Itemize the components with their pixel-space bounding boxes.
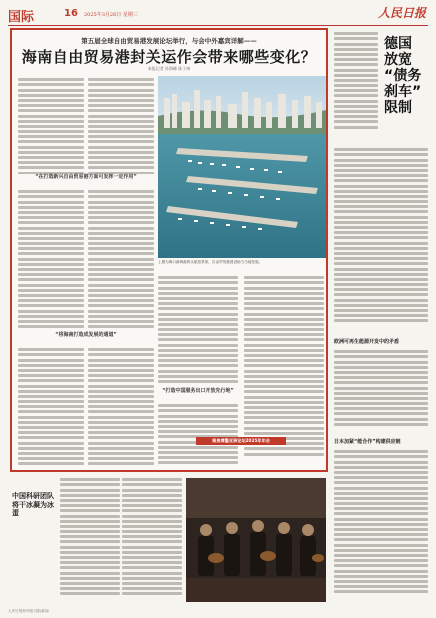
lead-col-2c bbox=[88, 346, 154, 468]
lead-col-1b bbox=[18, 188, 84, 328]
right-text-col-3 bbox=[334, 348, 428, 432]
section-name: 国际 bbox=[8, 10, 35, 25]
page-footer: 人民日报海外版 国际新闻 bbox=[8, 609, 49, 613]
lead-col-1c bbox=[18, 346, 84, 468]
lead-kicker: 第五届全球自由贸易港发展论坛举行，与会中外嘉宾详解—— bbox=[81, 37, 257, 45]
performance-photo bbox=[186, 478, 326, 602]
harbor-photo bbox=[158, 76, 326, 258]
page-number: 16 bbox=[64, 8, 78, 19]
lead-byline: 本报记者 孙海峰 陈子帅 bbox=[147, 66, 191, 71]
right-headline: 德国 放宽 “债务 刹车” 限制 bbox=[384, 36, 422, 116]
lead-col-4 bbox=[244, 274, 324, 464]
right-text-col bbox=[334, 30, 378, 140]
lead-col-1 bbox=[18, 76, 84, 174]
lead-col-3b bbox=[158, 402, 238, 466]
bottom-text-col-2 bbox=[122, 476, 182, 604]
lead-col-3 bbox=[158, 274, 238, 386]
lead-headline: 海南自由贸易港封关运作会带来哪些变化？ bbox=[21, 48, 317, 66]
bottom-text-col-1 bbox=[60, 476, 120, 604]
lead-subhead-3: “打造中国服务出口开放先行地” bbox=[162, 388, 234, 394]
lead-col-2b bbox=[88, 188, 154, 328]
photo-caption: 上图为海口新海港码头航拍景象，自由贸易港建设助力当地发展。 bbox=[158, 260, 263, 264]
right-text-col-2 bbox=[334, 146, 428, 332]
right-subhead-2: 日本加紧“能合作”构建供应链 bbox=[334, 439, 401, 445]
right-text-col-4 bbox=[334, 448, 428, 604]
forum-link-banner[interactable]: 聚焦博鳌亚洲论坛2025年年会 bbox=[196, 437, 286, 445]
newspaper-logo: 人民日报 bbox=[377, 6, 426, 20]
lead-subhead-2: “将海南打造成发展的通道” bbox=[55, 332, 117, 338]
lead-col-2 bbox=[88, 76, 154, 174]
issue-date: 2025年3月26日 星期三 bbox=[84, 12, 138, 18]
masthead bbox=[8, 4, 428, 26]
lead-article bbox=[10, 28, 328, 472]
bottom-left-headline: 中国科研团队将干冰凝为冰蛋 bbox=[12, 492, 54, 517]
right-subhead-1: 欧洲可再生能源开发中的矛盾 bbox=[334, 339, 400, 345]
lead-subhead-1: “在打造新兴自由贸易港方面可发挥一定作用” bbox=[35, 174, 137, 180]
